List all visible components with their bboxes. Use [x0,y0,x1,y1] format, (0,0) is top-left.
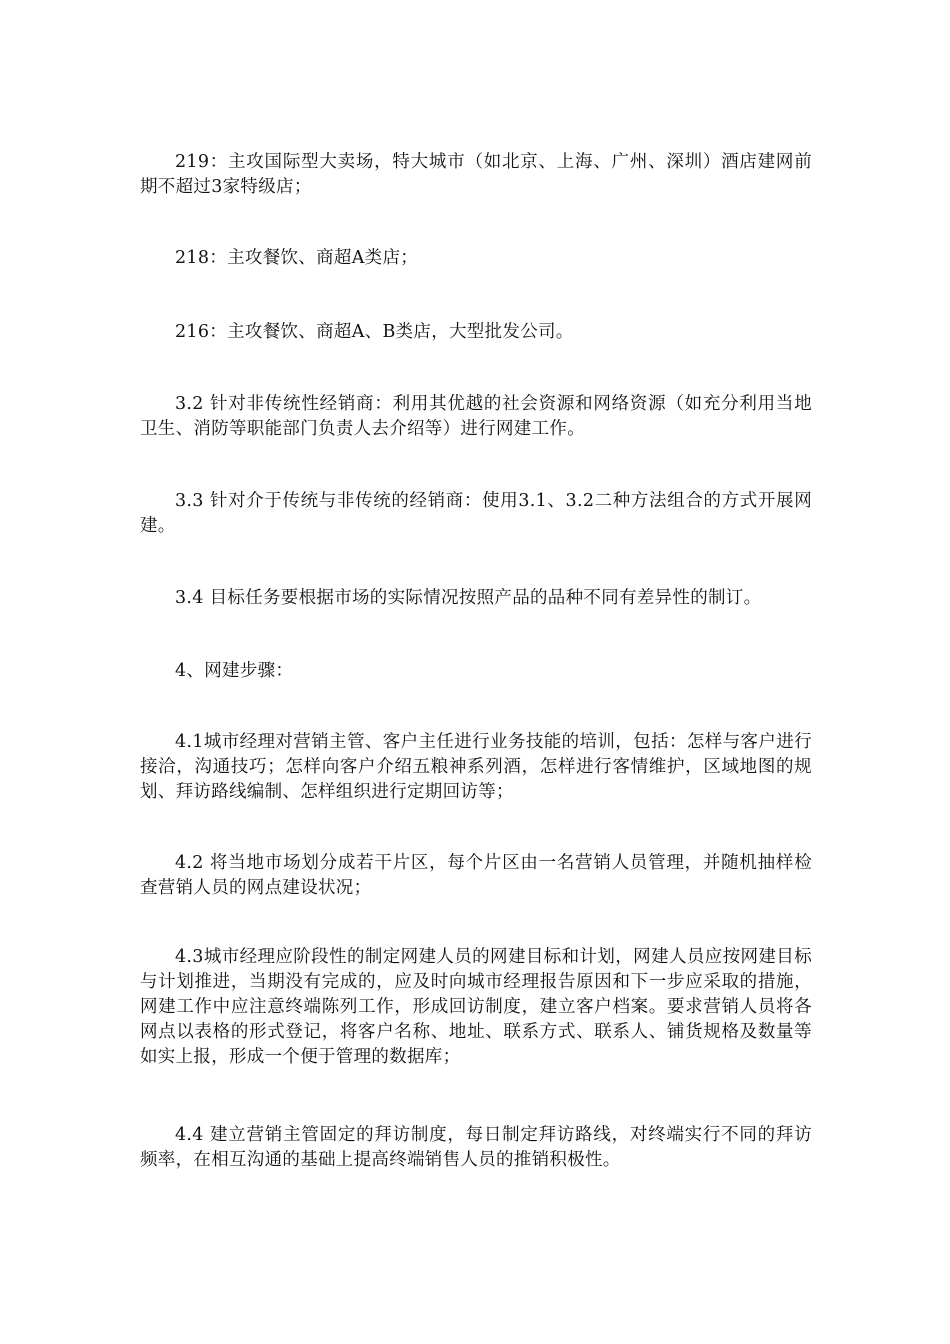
paragraph-219-store-target: 219：主攻国际型大卖场，特大城市（如北京、上海、广州、深圳）酒店建网前期不超过3家特级店； [140,152,812,197]
paragraph-4-3-targets-and-plans: 4.3城市经理应阶段性的制定网建人员的网建目标和计划，网建人员应按网建目标与计划推进，当期没有完成的，应及时向城市经理报告原因和下一步应采取的措施，网建工作中应注意终端陈列工作，形成回访制度，建立客户档案。要求营销人员将各网点以表格的形式登记，将客户名称、地址、联系方式、联系人、铺货规格及数量等如实上报，形成一个便于管理的数据库； [140,947,812,1067]
paragraph-218-store-target: 218：主攻餐饮、商超A类店； [175,248,419,268]
paragraph-3-4-target-tasks: 3.4 目标任务要根据市场的实际情况按照产品的品种不同有差异性的制订。 [175,588,762,608]
paragraph-3-2-non-traditional-dealers: 3.2 针对非传统性经销商：利用其优越的社会资源和网络资源（如充分利用当地卫生、消防等职能部门负责人去介绍等）进行网建工作。 [140,394,812,439]
paragraph-4-2-districts: 4.2 将当地市场划分成若干片区，每个片区由一名营销人员管理，并随机抽样检查营销人员的网点建设状况； [140,853,812,898]
paragraph-4-1-training: 4.1城市经理对营销主管、客户主任进行业务技能的培训，包括：怎样与客户进行接洽，沟通技巧；怎样向客户介绍五粮神系列酒，怎样进行客情维护，区域地图的规划、拜访路线编制、怎样组织进行定期回访等； [140,732,812,802]
section-heading-network-steps: 4、网建步骤： [175,661,294,681]
paragraph-4-4-visit-system: 4.4 建立营销主管固定的拜访制度，每日制定拜访路线，对终端实行不同的拜访频率，在相互沟通的基础上提高终端销售人员的推销积极性。 [140,1125,812,1170]
paragraph-3-3-mixed-dealers: 3.3 针对介于传统与非传统的经销商：使用3.1、3.2二种方法组合的方式开展网建。 [140,491,812,536]
paragraph-216-store-target: 216：主攻餐饮、商超A、B类店，大型批发公司。 [175,322,574,342]
